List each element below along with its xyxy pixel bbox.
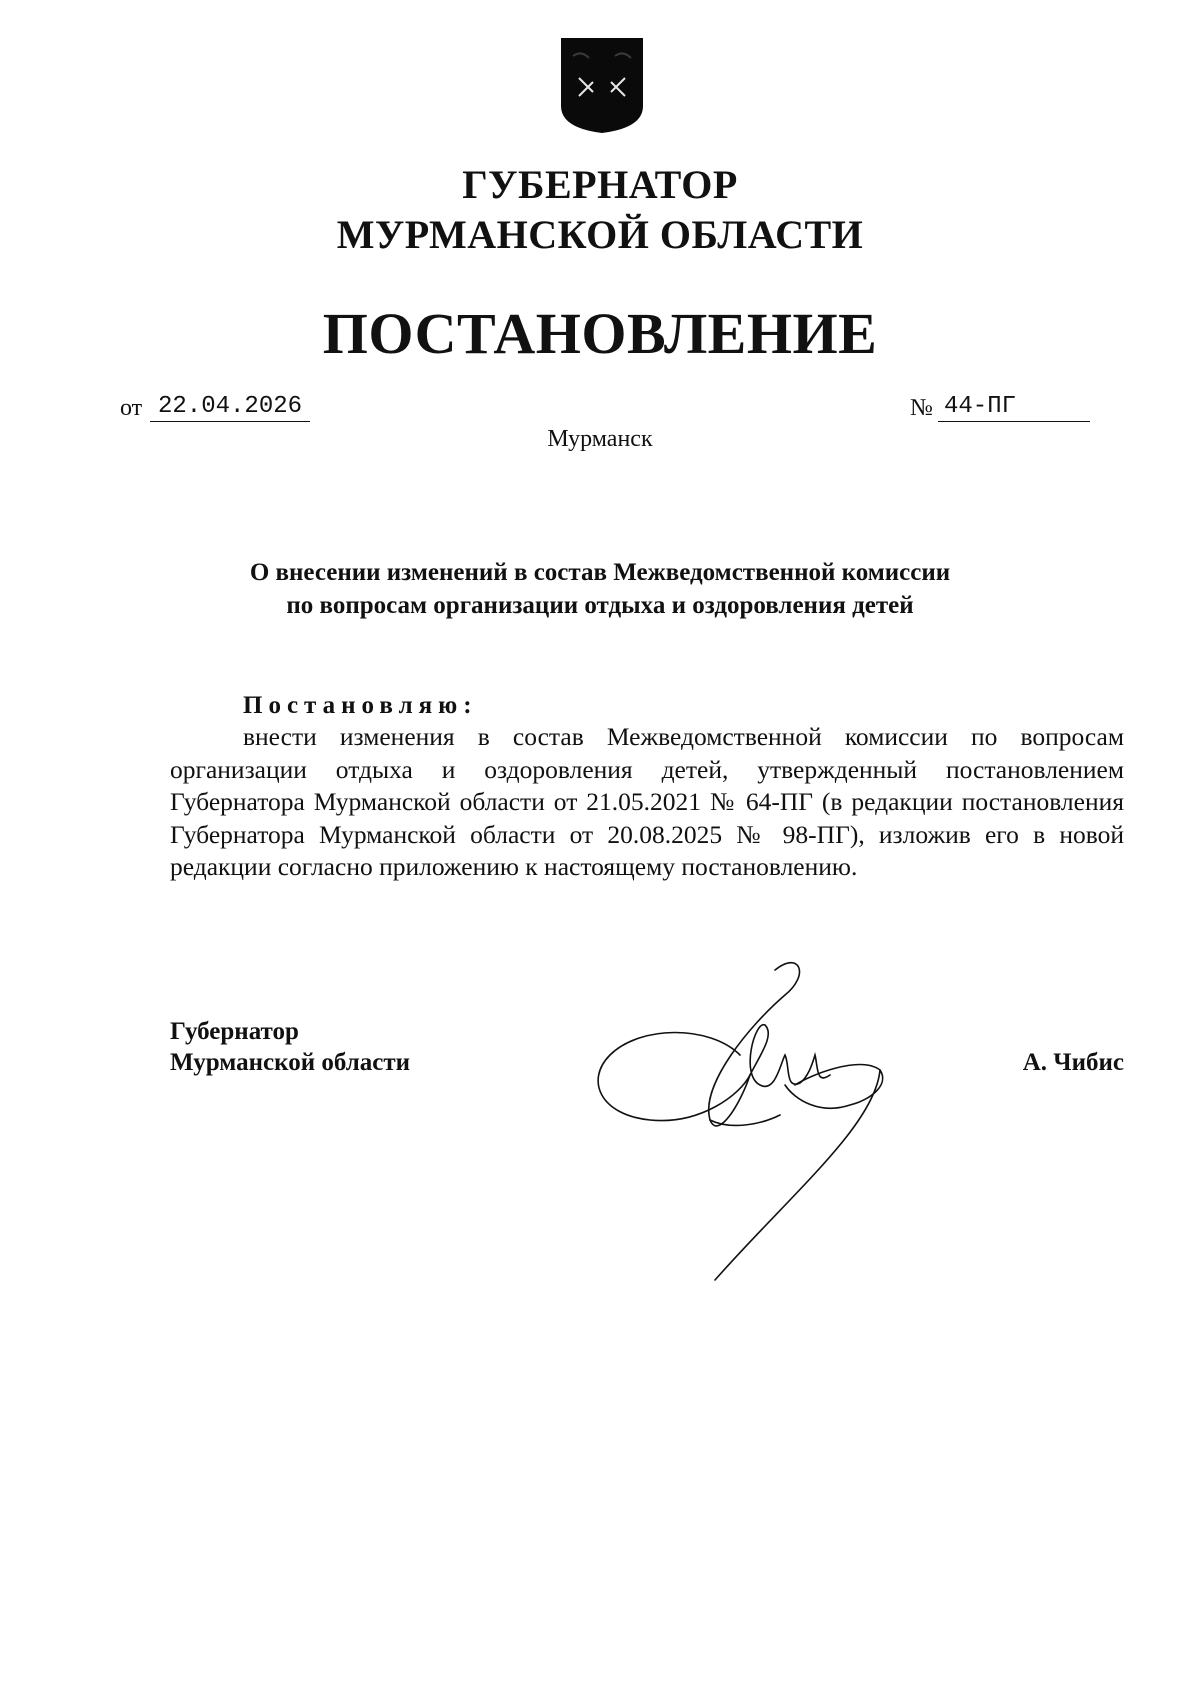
signatory-name: А. Чибис — [1022, 1049, 1124, 1076]
subject-line-1: О внесении изменений в состав Межведомственной комиссии — [249, 559, 951, 586]
document-date: 22.04.2026 — [150, 393, 310, 422]
authority-line-2: МУРМАНСКОЙ ОБЛАСТИ — [336, 212, 864, 257]
number-prefix: № — [910, 395, 933, 421]
handwritten-signature — [590, 955, 920, 1285]
document-subject — [200, 556, 1000, 622]
body-paragraph: внести изменения в состав Межведомственной комиссии по вопросам организации отдыха и оздоровления детей, утвержденный постановлением Губернатора Мурманской области от 21.05.2021 № 64-ПГ (в редакции постановления Губернатора Мурманской области от 20.08.2025 № 98-ПГ), изложив его в новой редакции согласно приложению к настоящему постановлению. — [170, 722, 1124, 881]
authority-line-1: ГУБЕРНАТОР — [462, 162, 738, 207]
subject-line-2: по вопросам организации отдыха и оздоровления детей — [286, 592, 914, 619]
decree-word: Постановляю: — [243, 692, 478, 719]
document-type: ПОСТАНОВЛЕНИЕ — [322, 301, 878, 366]
signatory-position-line-2: Мурманской области — [170, 1049, 411, 1076]
document-number: 44-ПГ — [938, 393, 1090, 422]
signatory-position-line-1: Губернатор — [170, 1018, 299, 1045]
date-prefix: от — [120, 395, 143, 421]
city: Мурманск — [547, 426, 653, 452]
coat-of-arms-icon — [559, 36, 645, 134]
authority-title — [0, 160, 1200, 260]
signatory-position — [170, 1016, 410, 1078]
